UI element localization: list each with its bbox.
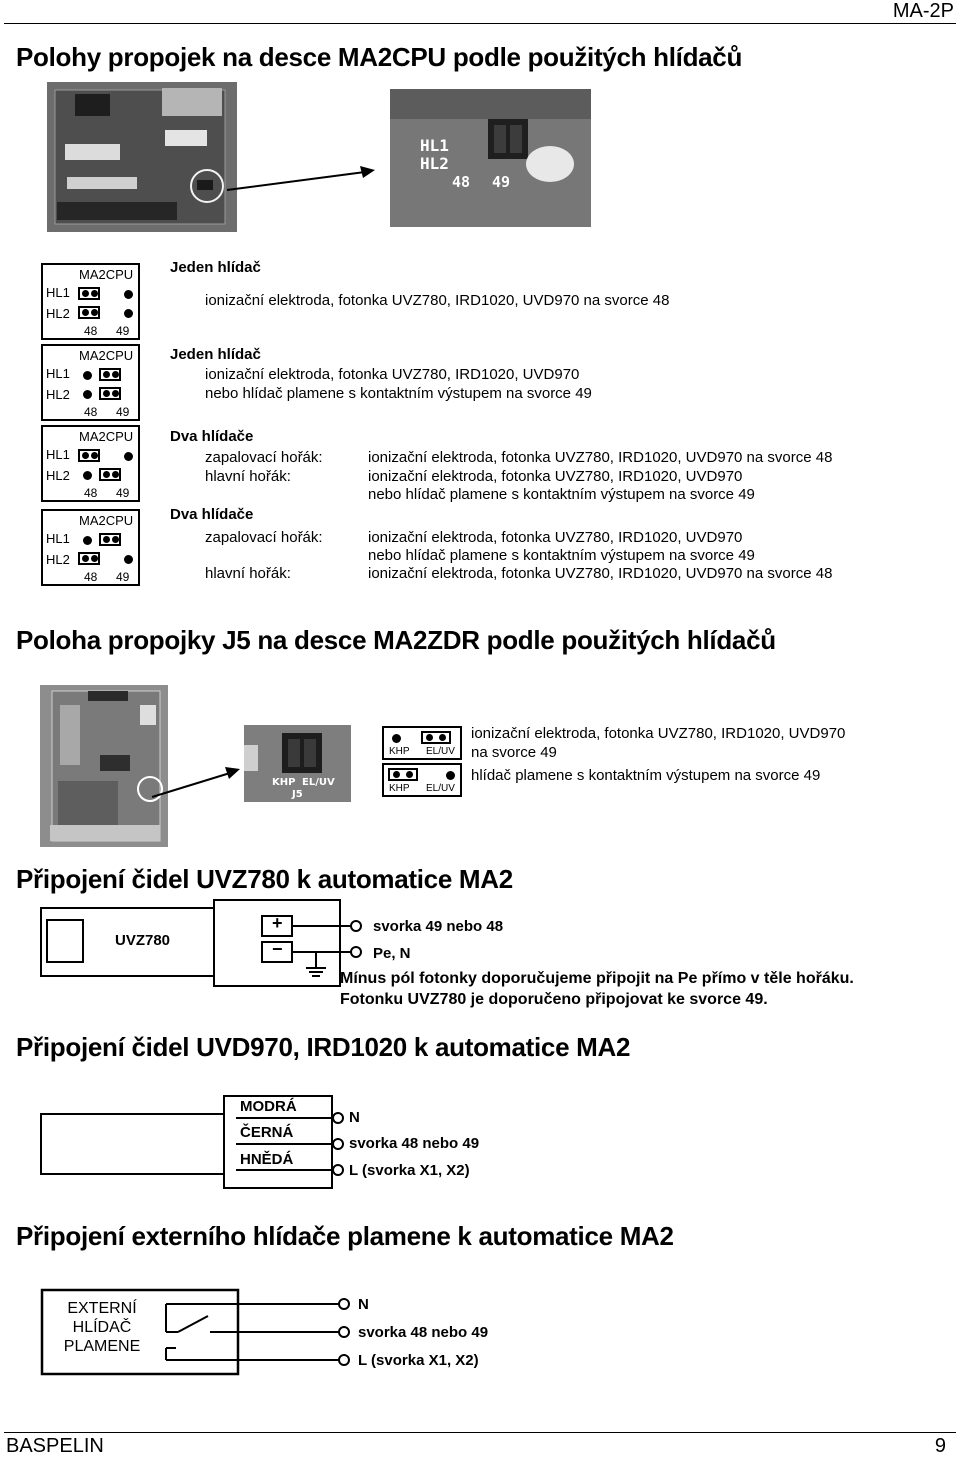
terminal-49-label: 49	[116, 405, 130, 419]
uvz780-device-label: UVZ780	[115, 932, 171, 949]
jumper-hl2-label: HL2	[46, 306, 70, 321]
terminal-48-label: 48	[84, 486, 98, 500]
jumper-cap	[99, 468, 121, 481]
terminal-49-label: 49	[116, 570, 130, 584]
wire-label-brown: HNĚDÁ	[240, 1151, 294, 1168]
j5-label-eluv: EL/UV	[426, 746, 455, 757]
terminal-circle	[339, 1327, 349, 1337]
minus-sign: −	[272, 939, 283, 959]
j5-label-khp: KHP	[389, 746, 410, 757]
jumper-cap	[99, 368, 121, 381]
footer-company: BASPELIN	[6, 1435, 104, 1457]
external-terminal-l: L (svorka X1, X2)	[358, 1352, 479, 1369]
jumper-hl2-label: HL2	[46, 552, 70, 567]
ma2cpu-board-photo	[47, 82, 237, 232]
jumper-pin	[124, 290, 133, 299]
jumper-pin	[124, 555, 133, 564]
terminal-49-label: 49	[116, 486, 130, 500]
terminal-48-label: 48	[84, 324, 98, 338]
jumper-config-4	[41, 509, 140, 586]
document-model: MA-2P	[892, 0, 954, 22]
jumper-cap	[78, 306, 100, 319]
external-device-label-1: EXTERNÍ	[67, 1300, 137, 1317]
j5-option-1-text-2: na svorce 49	[471, 744, 557, 761]
jumper-pin	[392, 734, 401, 743]
config-2-text-2: nebo hlídač plamene s kontaktním výstupem na svorce 49	[205, 385, 592, 402]
j5-jumper-closeup-photo	[244, 725, 351, 802]
uvz780-note-1: Mínus pól fotonky doporučujeme připojit na Pe přímo v těle hořáku.	[340, 970, 854, 987]
ma2zdr-board-drawing	[40, 685, 168, 847]
external-device-label-3: PLAMENE	[63, 1338, 141, 1355]
terminal-circle	[333, 1113, 343, 1123]
jumper-hl1-label: HL1	[46, 531, 70, 546]
uvd970-terminal-l: L (svorka X1, X2)	[349, 1162, 470, 1179]
terminal-48-label: 48	[84, 405, 98, 419]
config-1-text: ionizační elektroda, fotonka UVZ780, IRD1020, UVD970 na svorce 48	[205, 292, 670, 309]
jumper-hl1-label: HL1	[46, 285, 70, 300]
section-title-uvd970: Připojení čidel UVD970, IRD1020 k automatice MA2	[16, 1032, 631, 1062]
j5-option-2	[382, 763, 462, 797]
j5-option-2-text: hlídač plamene s kontaktním výstupem na svorce 49	[471, 767, 821, 784]
jumper-config-1	[41, 263, 140, 340]
jumper-board-label: MA2CPU	[79, 267, 134, 282]
config-3-value-2a: ionizační elektroda, fotonka UVZ780, IRD1020, UVD970	[368, 468, 743, 485]
jumper-pin	[83, 536, 92, 545]
config-4-heading: Dva hlídače	[170, 506, 254, 523]
uvz780-terminal-2: Pe, N	[373, 945, 411, 962]
config-3-label-2: hlavní hořák:	[205, 468, 291, 485]
config-3-value-2b: nebo hlídač plamene s kontaktním výstupem na svorce 49	[368, 486, 755, 503]
jumper-cap	[388, 768, 418, 781]
jumper-board-label: MA2CPU	[79, 513, 134, 528]
config-1-heading: Jeden hlídač	[170, 259, 261, 276]
j5-label-eluv: EL/UV	[426, 783, 455, 794]
closeup-label-49: 49	[492, 173, 511, 191]
config-3-heading: Dva hlídače	[170, 428, 254, 445]
jumper-pin	[83, 471, 92, 480]
uvz780-note-2: Fotonku UVZ780 je doporučeno připojovat ke svorce 49.	[340, 991, 768, 1008]
config-2-heading: Jeden hlídač	[170, 346, 261, 363]
wire-label-blue: MODRÁ	[240, 1098, 297, 1115]
terminal-circle	[333, 1165, 343, 1175]
jumper-board-label: MA2CPU	[79, 348, 134, 363]
zoom-arrow-2	[150, 765, 250, 805]
config-4-value-1b: nebo hlídač plamene s kontaktním výstupem na svorce 49	[368, 547, 755, 564]
wire-label-black: ČERNÁ	[240, 1124, 294, 1141]
jumper-hl2-label: HL2	[46, 387, 70, 402]
jumper-board-label: MA2CPU	[79, 429, 134, 444]
terminal-49-label: 49	[116, 324, 130, 338]
uvd970-terminal-n: N	[349, 1109, 360, 1126]
jumper-cap	[78, 552, 100, 565]
closeup-label-hl2: HL2	[420, 154, 449, 173]
terminal-circle	[351, 947, 361, 957]
ma2zdr-board-photo	[40, 685, 168, 847]
external-terminal-n: N	[358, 1296, 369, 1313]
section-title-external: Připojení externího hlídače plamene k automatice MA2	[16, 1221, 674, 1251]
uvz780-terminals	[346, 918, 366, 962]
jumper-pin	[446, 771, 455, 780]
zoom-arrow	[225, 160, 385, 200]
config-4-label-2: hlavní hořák:	[205, 565, 291, 582]
uvz780-terminal-1: svorka 49 nebo 48	[373, 918, 504, 935]
terminal-circle	[339, 1355, 349, 1365]
uvz780-wiring-diagram	[40, 898, 360, 990]
external-terminal-48-49: svorka 48 nebo 49	[358, 1324, 489, 1341]
jumper-hl1-label: HL1	[46, 366, 70, 381]
j5-label-khp: KHP	[389, 783, 410, 794]
jumper-cap	[99, 533, 121, 546]
config-2-text-1: ionizační elektroda, fotonka UVZ780, IRD1020, UVD970	[205, 366, 580, 383]
terminal-circle	[351, 921, 361, 931]
jumper-cap	[78, 287, 100, 300]
terminal-circle	[339, 1299, 349, 1309]
footer-rule	[4, 1432, 956, 1433]
config-4-label-1: zapalovací hořák:	[205, 529, 323, 546]
terminal-circle	[333, 1139, 343, 1149]
jumper-hl1-label: HL1	[46, 447, 70, 462]
config-3-value-1: ionizační elektroda, fotonka UVZ780, IRD1020, UVD970 na svorce 48	[368, 449, 833, 466]
jumper-config-3	[41, 425, 140, 502]
ma2cpu-board-drawing	[47, 82, 237, 232]
j5-photo-label-khp: KHP	[272, 777, 296, 788]
jumper-cap	[78, 449, 100, 462]
config-4-value-2: ionizační elektroda, fotonka UVZ780, IRD1020, UVD970 na svorce 48	[368, 565, 833, 582]
terminal-48-label: 48	[84, 570, 98, 584]
jumper-pin	[124, 452, 133, 461]
config-3-label-1: zapalovací hořák:	[205, 449, 323, 466]
section-title-jumpers-cpu: Polohy propojek na desce MA2CPU podle použitých hlídačů	[16, 42, 743, 72]
jumper-cap	[421, 731, 451, 744]
j5-closeup-drawing	[244, 725, 351, 802]
ma2cpu-jumper-closeup-photo	[390, 89, 591, 227]
header-rule	[4, 23, 956, 24]
uvd970-wiring-diagram	[40, 1092, 350, 1190]
j5-photo-label-j5: J5	[292, 789, 303, 800]
closeup-drawing	[390, 89, 591, 227]
j5-option-1-text-1: ionizační elektroda, fotonka UVZ780, IRD1020, UVD970	[471, 725, 846, 742]
j5-photo-label-eluv: EL/UV	[302, 777, 335, 788]
closeup-label-48: 48	[452, 173, 471, 191]
external-device-label-2: HLÍDAČ	[72, 1319, 132, 1336]
jumper-pin	[124, 309, 133, 318]
jumper-cap	[99, 387, 121, 400]
jumper-hl2-label: HL2	[46, 468, 70, 483]
j5-option-1	[382, 726, 462, 760]
section-title-jumper-zdr: Poloha propojky J5 na desce MA2ZDR podle použitých hlídačů	[16, 625, 776, 655]
page-number: 9	[934, 1435, 946, 1457]
jumper-pin	[83, 390, 92, 399]
closeup-label-hl1: HL1	[420, 136, 449, 155]
plus-sign: +	[272, 913, 283, 933]
uvd970-terminal-48-49: svorka 48 nebo 49	[349, 1135, 480, 1152]
jumper-pin	[83, 371, 92, 380]
config-4-value-1a: ionizační elektroda, fotonka UVZ780, IRD1020, UVD970	[368, 529, 743, 546]
jumper-config-2	[41, 344, 140, 421]
section-title-uvz780: Připojení čidel UVZ780 k automatice MA2	[16, 864, 513, 894]
